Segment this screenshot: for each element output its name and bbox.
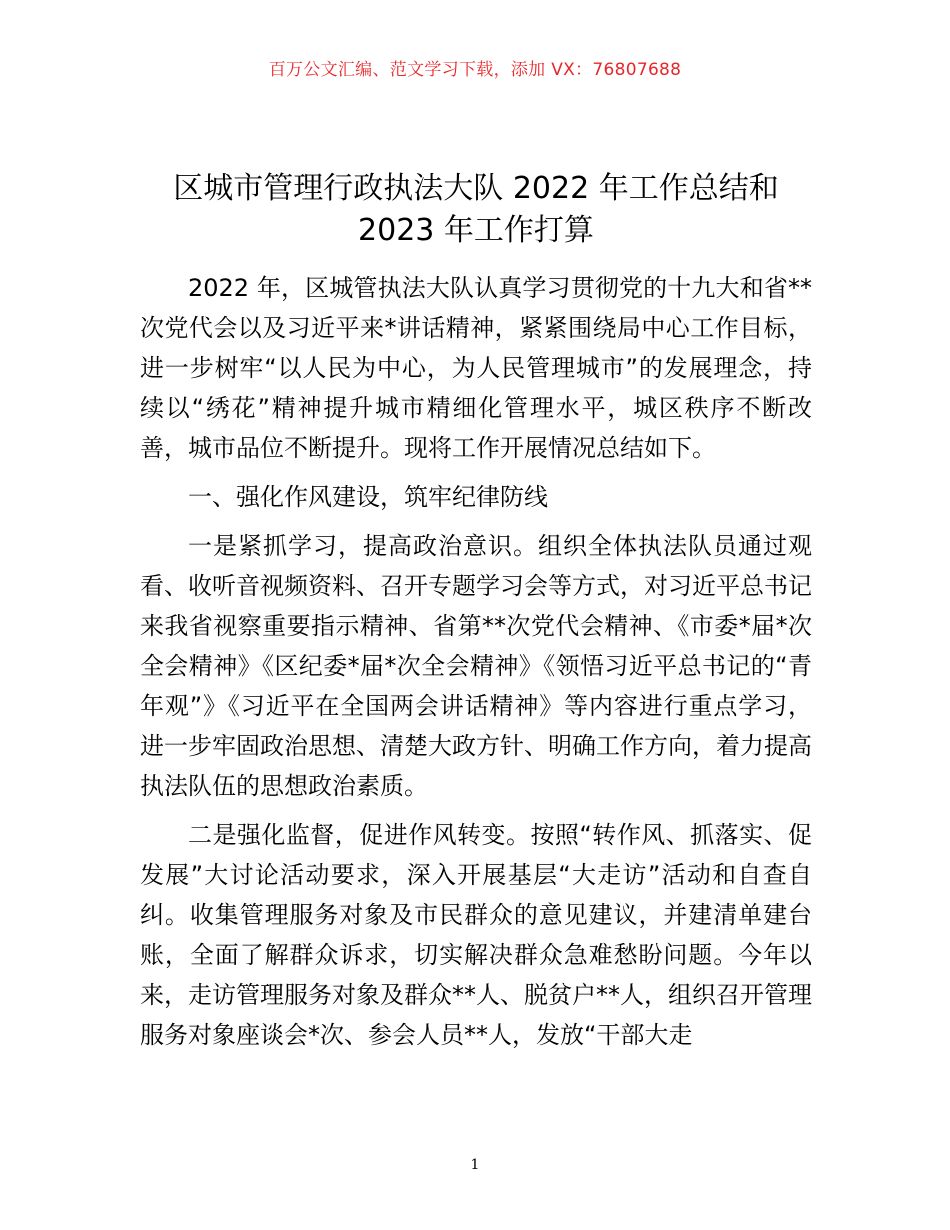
page-number: 1 bbox=[470, 1157, 480, 1173]
intro-paragraph: 2022 年，区城管执法大队认真学习贯彻党的十九大和省**次党代会以及习近平来*讲话精神，紧紧围绕局中心工作目标，进一步树牢“以人民为中心，为人民管理城市”的发展理念，持续以“绣花”精神提升城市精细化管理水平，城区秩序不断改善，城市品位不断提升。现将工作开展情况总结如下。 bbox=[140, 274, 812, 462]
item-1-paragraph: 一是紧抓学习，提高政治意识。组织全体执法队员通过观看、收听音视频资料、召开专题学习会等方式，对习近平总书记来我省视察重要指示精神、省第**次党代会精神、《市委*届*次全会精神》《区纪委*届*次全会精神》《领悟习近平总书记的“青年观”》《习近平在全国两会讲话精神》等内容进行重点学习，进一步牢固政治思想、清楚大政方针、明确工作方向，着力提高执法队伍的思想政治素质。 bbox=[140, 532, 812, 800]
item-2-paragraph: 二是强化监督，促进作风转变。按照“转作风、抓落实、促发展”大讨论活动要求，深入开展基层“大走访”活动和自查自纠。收集管理服务对象及市民群众的意见建议，并建清单建台账，全面了解群众诉求，切实解决群众急难愁盼问题。今年以来，走访管理服务对象及群众**人、脱贫户**人，组织召开管理服务对象座谈会*次、参会人员**人，发放“干部大走 bbox=[140, 821, 812, 1049]
title-line-2: 2023 年工作打算 bbox=[358, 213, 594, 248]
header-note: 百万公文汇编、范文学习下载，添加 VX：76807688 bbox=[268, 60, 682, 80]
document-title bbox=[140, 168, 812, 252]
section-1-heading: 一、强化作风建设，筑牢纪律防线 bbox=[188, 483, 548, 511]
document-body bbox=[140, 268, 812, 1064]
title-line-1: 区城市管理行政执法大队 2022 年工作总结和 bbox=[173, 171, 779, 206]
